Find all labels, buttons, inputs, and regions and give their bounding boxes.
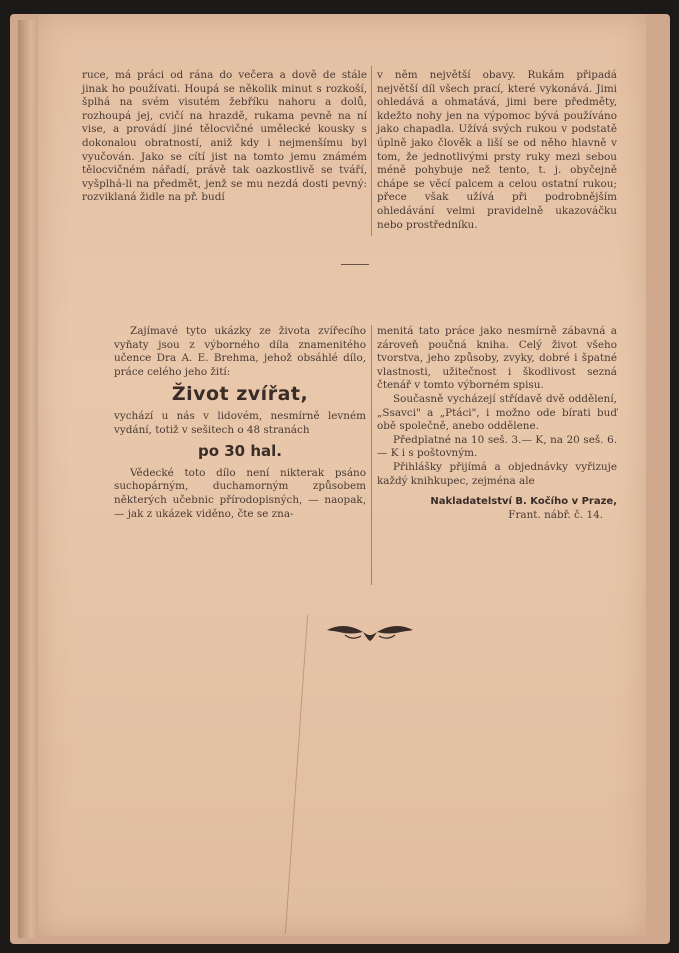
article-column-right	[377, 69, 617, 232]
section-divider	[341, 264, 369, 265]
advert-intro: Zajímavé tyto ukázky ze života zvířecího vyňaty jsou z výborného díla znamenitého učence Dra A. E. Brehma, jehož obsáhlé dílo, práce celého jeho žití:	[114, 325, 366, 378]
article-text-right: v něm největší obavy. Rukám připadá největší díl všech prací, které vykonává. Jimi ohledává a ohmatává, jimi bere předměty, kdežto nohy jen na výpomoc bývá používáno jako chapadla. Užívá svých rukou v podstatě úplně jako člověk a liší se od něho hlavně v tom, že jednotlivými prsty ruky mezi sebou méně pohybuje než tento, t. j. obyčejně chápe se věcí palcem a celou ostatní rukou; přece však užívá při podrobnějším ohledávání velmi pravidelně ukazováčku nebo prostředníku.	[377, 69, 617, 231]
column-rule-advert	[371, 325, 372, 585]
advert-paragraph-2: Současně vycházejí střídavě dvě oddělení, „Ssavci" a „Ptáci", i možno ode bírati buď obě společně, anebo oddělene.	[377, 392, 617, 433]
advert-price: po 30 hal.	[197, 442, 282, 461]
publisher-address: Frant. nábř. č. 14.	[508, 508, 603, 521]
advert-paragraph-3: Předplatné na 10 seš. 3.— K, na 20 seš. 6.— K i s poštovným.	[377, 433, 617, 460]
book-spine-edge	[18, 20, 40, 938]
advert-column-right	[377, 325, 617, 522]
advert-paragraph-1: menitá tato práce jako nesmírně zábavná a zároveň poučná kniha. Celý život všeho tvorstva, jeho způsoby, zvyky, dobré i špatné vlastnosti, užitečnost i škodlivost sezná čtenář v tomto výborném spisu.	[377, 325, 617, 392]
advert-column-left	[114, 325, 366, 521]
advert-description: Vědecké toto dílo není nikterak psáno suchopárným, duchamorným způsobem některých učebnic přírodopisných, — naopak, — jak z ukázek viděno, čte se zna-	[114, 466, 366, 520]
advert-paragraph-4: Přihlášky přijímá a objednávky vyřizuje každý knihkupec, zejména ale	[377, 460, 617, 487]
advert-edition: vychází u nás v lidovém, nesmírně levném vydání, totiž v sešitech o 48 stranách	[114, 409, 366, 436]
article-text-left: ruce, má práci od rána do večera a dově de stále jinak ho používati. Houpá se několik minut s rozkoší, šplhá na svém visutém žebříku nahoru a dolů, rozhoupá jej, cvičí na hrazdě, rukama pevně na ní vise, a provádí jiné tělocvičné umělecké kousky s dokonalou obratností, aniž kdy i nejmenšímu byl vyučován. Jako se cítí jist na tomto jemu známém tělocvičném nářadí, právě tak oazkostlivě se tváří, vyšplhá-li na předmět, jenž se mu nezdá dosti pevný: rozviklaná židle na př. budí	[82, 69, 367, 204]
paper-crease	[285, 614, 308, 933]
leaf-scroll-ornament-icon	[325, 621, 415, 643]
column-rule-top	[371, 66, 372, 236]
book-title: Život zvířat,	[171, 383, 309, 406]
article-column-left	[82, 69, 367, 205]
publisher-name: Nakladatelství B. Kočího v Praze,	[430, 496, 617, 508]
